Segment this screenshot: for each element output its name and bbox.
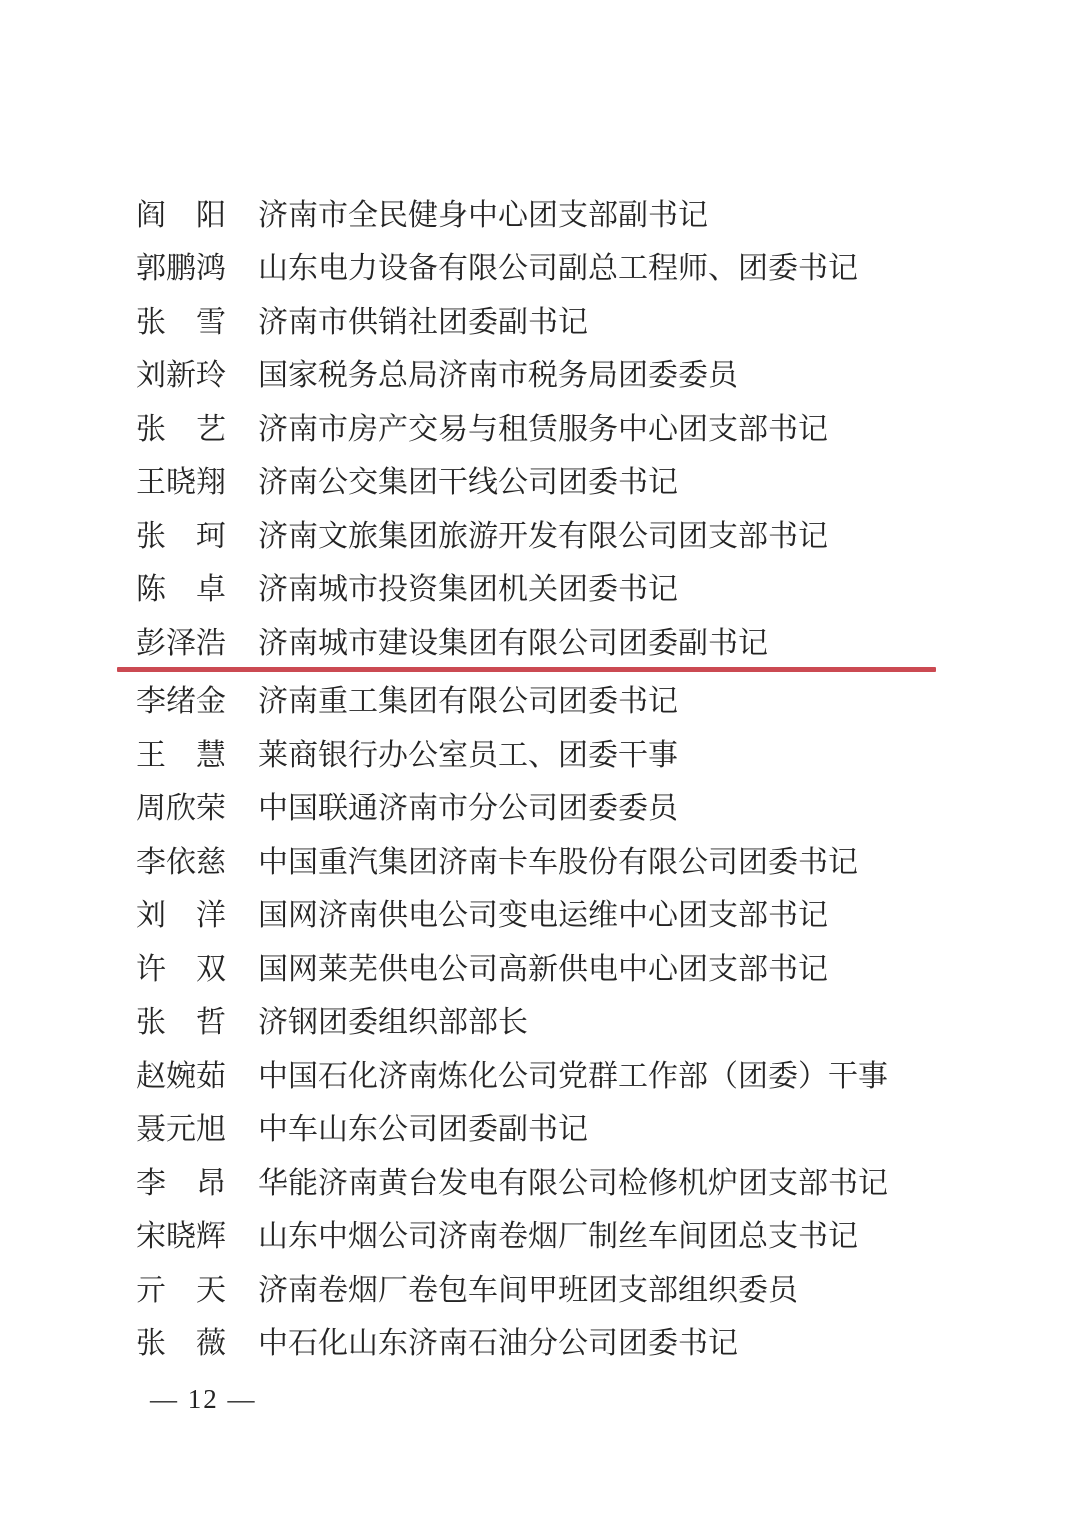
person-name: 赵婉茹 xyxy=(136,1059,226,1093)
person-name: 李绪金 xyxy=(136,685,226,719)
page-number: — 12 — xyxy=(150,1384,257,1414)
person-name: 阎 阳 xyxy=(136,198,226,232)
person-position: 山东中烟公司济南卷烟厂制丝车间团总支书记 xyxy=(258,1220,858,1254)
roster-row xyxy=(136,453,1016,507)
person-position: 中国石化济南炼化公司党群工作部（团委）干事 xyxy=(258,1059,888,1093)
roster-row xyxy=(136,506,1016,560)
person-position: 济钢团委组织部部长 xyxy=(258,1006,528,1040)
roster-row xyxy=(136,886,1016,940)
person-name: 许 双 xyxy=(136,952,226,986)
roster-row xyxy=(136,292,1016,346)
roster-row xyxy=(136,399,1016,453)
person-position: 华能济南黄台发电有限公司检修机炉团支部书记 xyxy=(258,1166,888,1200)
person-position: 济南文旅集团旅游开发有限公司团支部书记 xyxy=(258,519,828,553)
person-name: 宋晓辉 xyxy=(136,1220,226,1254)
roster-row xyxy=(136,725,1016,779)
person-name: 张 哲 xyxy=(136,1006,226,1040)
person-position: 中石化山东济南石油分公司团委书记 xyxy=(258,1327,738,1361)
person-position: 国家税务总局济南市税务局团委委员 xyxy=(258,359,738,393)
person-position: 济南市全民健身中心团支部副书记 xyxy=(258,198,708,232)
person-position: 山东电力设备有限公司副总工程师、团委书记 xyxy=(258,252,858,286)
roster-row xyxy=(136,1260,1016,1314)
person-position: 中国重汽集团济南卡车股份有限公司团委书记 xyxy=(258,845,858,879)
person-position: 济南重工集团有限公司团委书记 xyxy=(258,685,678,719)
person-name: 李 昂 xyxy=(136,1166,226,1200)
person-name: 王 慧 xyxy=(136,738,226,772)
person-position: 莱商银行办公室员工、团委干事 xyxy=(258,738,678,772)
person-name: 王晓翔 xyxy=(136,466,226,500)
person-position: 中国联通济南市分公司团委委员 xyxy=(258,792,678,826)
roster-row xyxy=(136,1100,1016,1154)
roster-group-lower xyxy=(136,672,1016,1368)
person-name: 刘 洋 xyxy=(136,899,226,933)
roster-row xyxy=(136,939,1016,993)
roster-group-upper xyxy=(136,185,1016,667)
roster-row xyxy=(136,560,1016,614)
roster-row xyxy=(136,993,1016,1047)
roster-row xyxy=(136,346,1016,400)
person-name: 陈 卓 xyxy=(136,573,226,607)
roster-row xyxy=(136,1153,1016,1207)
person-name: 亓 天 xyxy=(136,1273,226,1307)
person-name: 周欣荣 xyxy=(136,792,226,826)
roster-row xyxy=(136,613,1016,667)
person-name: 张 雪 xyxy=(136,305,226,339)
roster-row xyxy=(136,1046,1016,1100)
person-position: 济南市供销社团委副书记 xyxy=(258,305,588,339)
person-position: 济南城市建设集团有限公司团委副书记 xyxy=(258,626,768,660)
roster-row xyxy=(136,239,1016,293)
person-position: 济南城市投资集团机关团委书记 xyxy=(258,573,678,607)
person-position: 济南卷烟厂卷包车间甲班团支部组织委员 xyxy=(258,1273,798,1307)
roster-row xyxy=(136,779,1016,833)
roster-row xyxy=(136,1314,1016,1368)
person-name: 聂元旭 xyxy=(136,1113,226,1147)
person-name: 郭鹏鸿 xyxy=(136,252,226,286)
person-name: 张 珂 xyxy=(136,519,226,553)
person-position: 国网莱芜供电公司高新供电中心团支部书记 xyxy=(258,952,828,986)
person-name: 彭泽浩 xyxy=(136,626,226,660)
roster-row xyxy=(136,832,1016,886)
person-position: 济南市房产交易与租赁服务中心团支部书记 xyxy=(258,412,828,446)
person-position: 国网济南供电公司变电运维中心团支部书记 xyxy=(258,899,828,933)
award-roster xyxy=(136,185,1016,1367)
person-position: 中车山东公司团委副书记 xyxy=(258,1113,588,1147)
roster-row xyxy=(136,185,1016,239)
person-name: 张 艺 xyxy=(136,412,226,446)
roster-row xyxy=(136,672,1016,726)
person-name: 张 薇 xyxy=(136,1327,226,1361)
roster-row xyxy=(136,1207,1016,1261)
person-name: 刘新玲 xyxy=(136,359,226,393)
person-name: 李依慈 xyxy=(136,845,226,879)
person-position: 济南公交集团干线公司团委书记 xyxy=(258,466,678,500)
